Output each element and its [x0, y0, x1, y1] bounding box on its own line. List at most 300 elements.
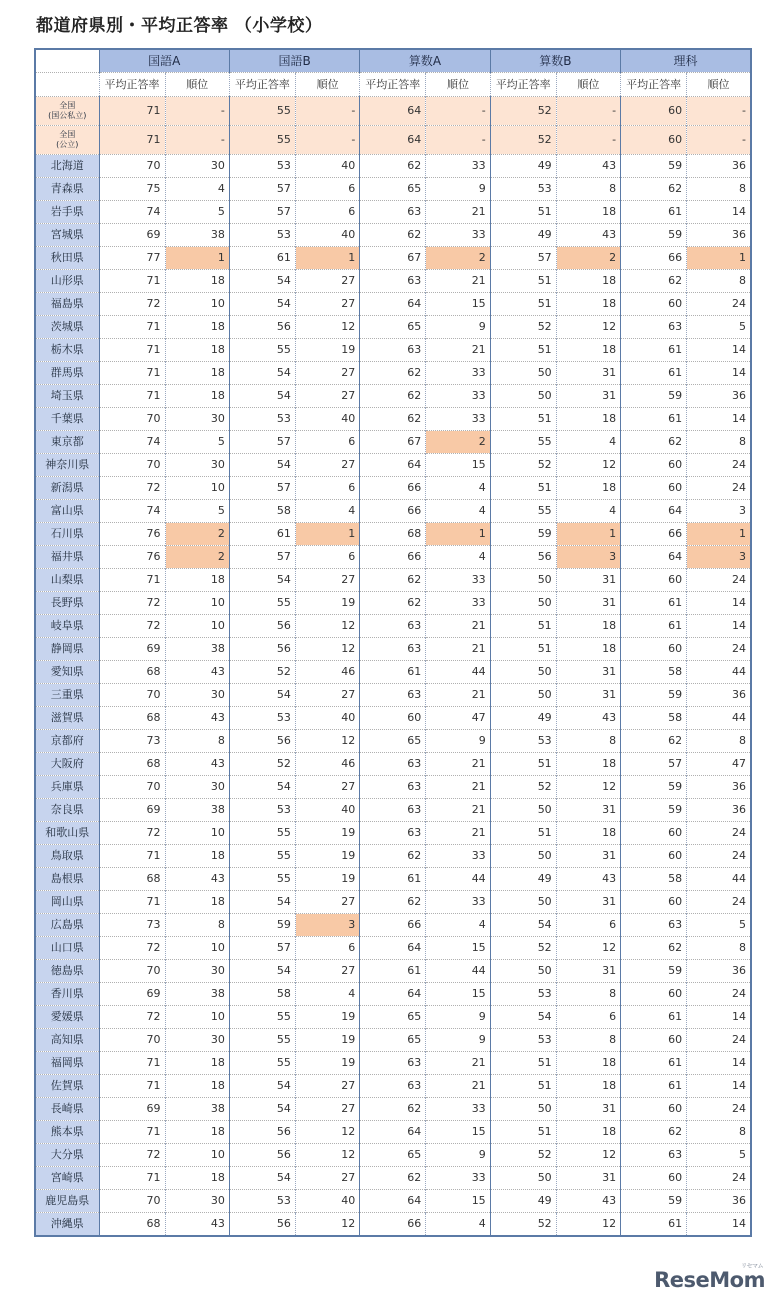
rank-cell: 2 [426, 431, 490, 454]
avg-score-cell: 66 [360, 914, 426, 937]
rank-cell: 44 [687, 661, 751, 684]
table-row [35, 178, 751, 201]
rank-cell: 8 [556, 1029, 620, 1052]
rank-cell: 8 [687, 730, 751, 753]
rank-cell: 36 [687, 776, 751, 799]
table-row [35, 155, 751, 178]
rank-cell: 18 [165, 1167, 229, 1190]
avg-score-cell: 62 [621, 270, 687, 293]
avg-score-cell: 51 [490, 1052, 556, 1075]
rank-cell: 14 [687, 362, 751, 385]
avg-score-cell: 71 [99, 385, 165, 408]
avg-score-cell: 60 [621, 454, 687, 477]
avg-score-cell: 63 [360, 822, 426, 845]
prefecture-cell: 宮城県 [35, 224, 99, 247]
avg-score-cell: 54 [229, 270, 295, 293]
avg-score-cell: 59 [621, 799, 687, 822]
rank-cell: 6 [295, 201, 359, 224]
rank-cell: 12 [295, 316, 359, 339]
avg-score-cell: 55 [229, 1006, 295, 1029]
rank-cell: 33 [426, 408, 490, 431]
avg-score-cell: 54 [229, 1075, 295, 1098]
rank-cell: 9 [426, 1029, 490, 1052]
avg-score-cell: 72 [99, 822, 165, 845]
avg-score-cell: 75 [99, 178, 165, 201]
avg-score-cell: 61 [621, 1213, 687, 1237]
prefecture-cell: 高知県 [35, 1029, 99, 1052]
rank-cell: 4 [426, 546, 490, 569]
table-row [35, 1144, 751, 1167]
avg-score-cell: 57 [229, 201, 295, 224]
rank-cell: 6 [295, 937, 359, 960]
table-header [35, 49, 751, 97]
rank-cell: 18 [165, 1075, 229, 1098]
avg-score-cell: 53 [229, 408, 295, 431]
column-header-row [35, 73, 751, 97]
table-row [35, 546, 751, 569]
rank-cell: 18 [165, 270, 229, 293]
avg-score-cell: 62 [360, 592, 426, 615]
prefecture-cell: 茨城県 [35, 316, 99, 339]
avg-score-cell: 51 [490, 615, 556, 638]
avg-score-cell: 49 [490, 707, 556, 730]
avg-score-cell: 76 [99, 523, 165, 546]
rank-cell: 6 [556, 914, 620, 937]
rank-cell: 24 [687, 845, 751, 868]
rank-cell: 12 [295, 615, 359, 638]
avg-score-cell: 55 [229, 97, 295, 126]
rank-cell: 18 [556, 615, 620, 638]
rank-cell: 27 [295, 1075, 359, 1098]
avg-score-cell: 62 [360, 1167, 426, 1190]
prefecture-cell: 秋田県 [35, 247, 99, 270]
prefecture-cell: 青森県 [35, 178, 99, 201]
prefecture-cell: 愛媛県 [35, 1006, 99, 1029]
rank-cell: 8 [556, 178, 620, 201]
avg-score-cell: 55 [229, 1052, 295, 1075]
avg-score-cell: 72 [99, 1144, 165, 1167]
table-row [35, 1098, 751, 1121]
avg-score-cell: 68 [99, 661, 165, 684]
avg-score-cell: 61 [229, 523, 295, 546]
rank-cell: 21 [426, 201, 490, 224]
rank-cell: 14 [687, 615, 751, 638]
avg-score-cell: 63 [360, 799, 426, 822]
avg-score-cell: 51 [490, 822, 556, 845]
rank-cell: 24 [687, 638, 751, 661]
rank-cell: 10 [165, 822, 229, 845]
table-row [35, 730, 751, 753]
rank-header: 順位 [295, 73, 359, 97]
rank-cell: - [295, 126, 359, 155]
rank-cell: 18 [556, 408, 620, 431]
score-table-wrapper [34, 48, 750, 1237]
rank-cell: 24 [687, 1167, 751, 1190]
prefecture-cell: 滋賀県 [35, 707, 99, 730]
table-row [35, 523, 751, 546]
table-row [35, 914, 751, 937]
rank-cell: 21 [426, 799, 490, 822]
rank-cell: 18 [165, 569, 229, 592]
rank-cell: 24 [687, 822, 751, 845]
rank-cell: 14 [687, 1006, 751, 1029]
avg-header: 平均正答率 [490, 73, 556, 97]
avg-score-cell: 60 [621, 477, 687, 500]
national-label: 全国 [59, 130, 76, 139]
rank-cell: 10 [165, 615, 229, 638]
rank-cell: 33 [426, 569, 490, 592]
rank-header: 順位 [426, 73, 490, 97]
rank-cell: 18 [556, 293, 620, 316]
rank-cell: 31 [556, 684, 620, 707]
avg-score-cell: 50 [490, 569, 556, 592]
rank-cell: 18 [165, 1052, 229, 1075]
rank-cell: 6 [295, 477, 359, 500]
avg-score-cell: 50 [490, 1167, 556, 1190]
rank-cell: 43 [556, 155, 620, 178]
prefecture-cell: 愛知県 [35, 661, 99, 684]
page-title: 都道府県別・平均正答率 （小学校） [36, 16, 323, 36]
resemom-logo [654, 1263, 765, 1292]
rank-cell: 18 [556, 339, 620, 362]
avg-score-cell: 49 [490, 224, 556, 247]
rank-cell: 8 [687, 178, 751, 201]
table-body [35, 97, 751, 1237]
rank-cell: - [687, 126, 751, 155]
avg-score-cell: 50 [490, 960, 556, 983]
prefecture-cell: 岩手県 [35, 201, 99, 224]
rank-cell: 19 [295, 868, 359, 891]
table-row [35, 408, 751, 431]
avg-score-cell: 63 [360, 1075, 426, 1098]
avg-score-cell: 61 [621, 362, 687, 385]
prefecture-cell: 山梨県 [35, 569, 99, 592]
rank-cell: 27 [295, 385, 359, 408]
subject-header-row [35, 49, 751, 73]
rank-cell: 14 [687, 1052, 751, 1075]
rank-cell: 18 [165, 362, 229, 385]
avg-score-cell: 60 [621, 569, 687, 592]
avg-score-cell: 52 [490, 97, 556, 126]
rank-cell: 5 [165, 500, 229, 523]
avg-score-cell: 71 [99, 1121, 165, 1144]
rank-cell: 21 [426, 753, 490, 776]
rank-cell: 5 [165, 431, 229, 454]
rank-cell: 12 [556, 1144, 620, 1167]
rank-cell: 33 [426, 1098, 490, 1121]
table-row [35, 247, 751, 270]
table-row [35, 1121, 751, 1144]
rank-cell: 31 [556, 385, 620, 408]
prefecture-cell: 山口県 [35, 937, 99, 960]
avg-score-cell: 71 [99, 362, 165, 385]
rank-cell: 5 [687, 316, 751, 339]
rank-cell: 9 [426, 1144, 490, 1167]
rank-cell: 18 [556, 201, 620, 224]
rank-cell: 14 [687, 408, 751, 431]
avg-score-cell: 64 [360, 1121, 426, 1144]
avg-score-cell: 56 [229, 1121, 295, 1144]
rank-cell: 21 [426, 684, 490, 707]
avg-score-cell: 60 [621, 1167, 687, 1190]
avg-score-cell: 53 [490, 730, 556, 753]
rank-cell: 18 [165, 385, 229, 408]
avg-score-cell: 54 [490, 914, 556, 937]
avg-score-cell: 65 [360, 178, 426, 201]
avg-score-cell: 65 [360, 1006, 426, 1029]
avg-score-cell: 70 [99, 776, 165, 799]
rank-cell: 27 [295, 293, 359, 316]
avg-score-cell: 56 [490, 546, 556, 569]
rank-cell: 27 [295, 960, 359, 983]
rank-cell: 2 [426, 247, 490, 270]
avg-score-cell: 59 [621, 960, 687, 983]
table-row [35, 500, 751, 523]
avg-score-cell: 51 [490, 1075, 556, 1098]
rank-cell: 4 [295, 983, 359, 1006]
avg-score-cell: 53 [229, 224, 295, 247]
prefecture-cell: 栃木県 [35, 339, 99, 362]
national-row [35, 126, 751, 155]
rank-cell: 43 [165, 1213, 229, 1237]
table-row [35, 799, 751, 822]
avg-score-cell: 50 [490, 845, 556, 868]
rank-cell: 27 [295, 270, 359, 293]
score-table [34, 48, 752, 1237]
avg-score-cell: 62 [621, 178, 687, 201]
avg-score-cell: 65 [360, 730, 426, 753]
rank-cell: 10 [165, 1006, 229, 1029]
rank-cell: 15 [426, 983, 490, 1006]
prefecture-cell: 静岡県 [35, 638, 99, 661]
avg-score-cell: 63 [360, 638, 426, 661]
rank-cell: 27 [295, 362, 359, 385]
avg-score-cell: 74 [99, 201, 165, 224]
avg-score-cell: 61 [360, 661, 426, 684]
avg-score-cell: 53 [490, 983, 556, 1006]
rank-cell: 18 [556, 638, 620, 661]
prefecture-cell: 沖縄県 [35, 1213, 99, 1237]
rank-cell: 43 [556, 868, 620, 891]
rank-cell: 24 [687, 454, 751, 477]
rank-cell: 3 [295, 914, 359, 937]
rank-cell: 27 [295, 1098, 359, 1121]
avg-score-cell: 62 [621, 1121, 687, 1144]
rank-cell: 18 [165, 339, 229, 362]
rank-cell: 8 [165, 914, 229, 937]
avg-score-cell: 60 [621, 126, 687, 155]
prefecture-cell: 神奈川県 [35, 454, 99, 477]
rank-cell: 19 [295, 339, 359, 362]
rank-cell: 27 [295, 1167, 359, 1190]
rank-cell: - [556, 126, 620, 155]
rank-cell: 33 [426, 891, 490, 914]
avg-score-cell: 61 [229, 247, 295, 270]
avg-score-cell: 62 [621, 937, 687, 960]
national-row [35, 97, 751, 126]
rank-cell: 18 [165, 845, 229, 868]
rank-cell: 18 [165, 316, 229, 339]
national-sublabel: (国公私立) [48, 111, 87, 120]
subject-header: 国語B [229, 49, 359, 73]
rank-cell: 30 [165, 155, 229, 178]
avg-score-cell: 64 [621, 546, 687, 569]
rank-cell: 31 [556, 799, 620, 822]
avg-score-cell: 71 [99, 569, 165, 592]
rank-cell: 21 [426, 776, 490, 799]
rank-cell: 8 [687, 431, 751, 454]
avg-score-cell: 65 [360, 1029, 426, 1052]
avg-score-cell: 70 [99, 684, 165, 707]
prefecture-cell: 鳥取県 [35, 845, 99, 868]
rank-cell: 18 [556, 753, 620, 776]
rank-cell: 43 [165, 753, 229, 776]
avg-score-cell: 62 [360, 891, 426, 914]
rank-cell: 1 [295, 523, 359, 546]
avg-score-cell: 70 [99, 155, 165, 178]
avg-score-cell: 63 [360, 270, 426, 293]
avg-score-cell: 71 [99, 126, 165, 155]
table-row [35, 868, 751, 891]
rank-cell: 44 [426, 661, 490, 684]
avg-score-cell: 54 [229, 776, 295, 799]
avg-score-cell: 50 [490, 661, 556, 684]
avg-score-cell: 59 [490, 523, 556, 546]
prefecture-cell [35, 97, 99, 126]
rank-cell: 14 [687, 1075, 751, 1098]
prefecture-cell: 徳島県 [35, 960, 99, 983]
rank-cell: 3 [687, 546, 751, 569]
table-row [35, 638, 751, 661]
avg-header: 平均正答率 [99, 73, 165, 97]
avg-score-cell: 60 [621, 891, 687, 914]
avg-score-cell: 57 [229, 477, 295, 500]
avg-score-cell: 53 [490, 1029, 556, 1052]
table-row [35, 684, 751, 707]
avg-score-cell: 54 [229, 1098, 295, 1121]
avg-score-cell: 73 [99, 730, 165, 753]
avg-score-cell: 69 [99, 1098, 165, 1121]
rank-cell: 9 [426, 730, 490, 753]
avg-score-cell: 62 [360, 569, 426, 592]
avg-score-cell: 50 [490, 385, 556, 408]
rank-cell: - [165, 126, 229, 155]
rank-cell: 21 [426, 638, 490, 661]
rank-cell: 24 [687, 477, 751, 500]
table-row [35, 753, 751, 776]
rank-cell: 18 [556, 1075, 620, 1098]
rank-cell: 15 [426, 454, 490, 477]
avg-score-cell: 69 [99, 983, 165, 1006]
avg-score-cell: 52 [490, 1213, 556, 1237]
rank-cell: 19 [295, 1029, 359, 1052]
rank-cell: 1 [687, 523, 751, 546]
avg-score-cell: 58 [621, 707, 687, 730]
rank-cell: 24 [687, 983, 751, 1006]
avg-score-cell: 59 [229, 914, 295, 937]
table-row [35, 316, 751, 339]
rank-cell: 6 [556, 1006, 620, 1029]
table-row [35, 845, 751, 868]
rank-cell: 8 [165, 730, 229, 753]
avg-score-cell: 72 [99, 293, 165, 316]
rank-cell: 40 [295, 707, 359, 730]
rank-cell: 36 [687, 224, 751, 247]
avg-score-cell: 54 [229, 891, 295, 914]
rank-cell: 4 [426, 914, 490, 937]
avg-score-cell: 56 [229, 615, 295, 638]
rank-cell: 47 [426, 707, 490, 730]
rank-cell: 27 [295, 454, 359, 477]
avg-score-cell: 53 [229, 799, 295, 822]
avg-score-cell: 55 [490, 500, 556, 523]
rank-cell: 12 [556, 1213, 620, 1237]
avg-score-cell: 63 [360, 753, 426, 776]
rank-cell: 15 [426, 1190, 490, 1213]
avg-score-cell: 70 [99, 454, 165, 477]
prefecture-cell: 富山県 [35, 500, 99, 523]
avg-score-cell: 72 [99, 1006, 165, 1029]
rank-cell: 43 [165, 707, 229, 730]
avg-score-cell: 64 [360, 983, 426, 1006]
rank-cell: 8 [687, 937, 751, 960]
rank-cell: 36 [687, 385, 751, 408]
rank-cell: 18 [165, 891, 229, 914]
avg-score-cell: 49 [490, 155, 556, 178]
avg-score-cell: 61 [621, 1075, 687, 1098]
rank-cell: 38 [165, 224, 229, 247]
rank-header: 順位 [687, 73, 751, 97]
rank-cell: 30 [165, 408, 229, 431]
rank-cell: 5 [165, 201, 229, 224]
rank-cell: - [556, 97, 620, 126]
avg-score-cell: 52 [490, 937, 556, 960]
avg-score-cell: 52 [490, 776, 556, 799]
avg-score-cell: 49 [490, 1190, 556, 1213]
avg-score-cell: 52 [229, 661, 295, 684]
avg-score-cell: 61 [621, 1006, 687, 1029]
prefecture-cell: 岐阜県 [35, 615, 99, 638]
table-row [35, 1190, 751, 1213]
rank-cell: 30 [165, 776, 229, 799]
prefecture-cell: 熊本県 [35, 1121, 99, 1144]
rank-cell: 19 [295, 592, 359, 615]
rank-cell: 14 [687, 339, 751, 362]
corner-cell [35, 49, 99, 73]
avg-score-cell: 65 [360, 316, 426, 339]
table-row [35, 201, 751, 224]
prefecture-cell: 三重県 [35, 684, 99, 707]
avg-score-cell: 61 [621, 615, 687, 638]
prefecture-cell: 北海道 [35, 155, 99, 178]
rank-cell: 43 [556, 1190, 620, 1213]
prefecture-cell: 福島県 [35, 293, 99, 316]
avg-score-cell: 57 [490, 247, 556, 270]
rank-cell: 14 [687, 592, 751, 615]
logo-text: ReseMom [654, 1268, 765, 1292]
avg-score-cell: 63 [360, 684, 426, 707]
rank-cell: 33 [426, 224, 490, 247]
prefecture-cell: 大分県 [35, 1144, 99, 1167]
rank-cell: 31 [556, 362, 620, 385]
avg-score-cell: 61 [621, 339, 687, 362]
rank-cell: 18 [556, 477, 620, 500]
rank-cell: 2 [165, 523, 229, 546]
avg-score-cell: 69 [99, 638, 165, 661]
rank-header: 順位 [556, 73, 620, 97]
avg-score-cell: 64 [360, 937, 426, 960]
rank-cell: - [295, 97, 359, 126]
